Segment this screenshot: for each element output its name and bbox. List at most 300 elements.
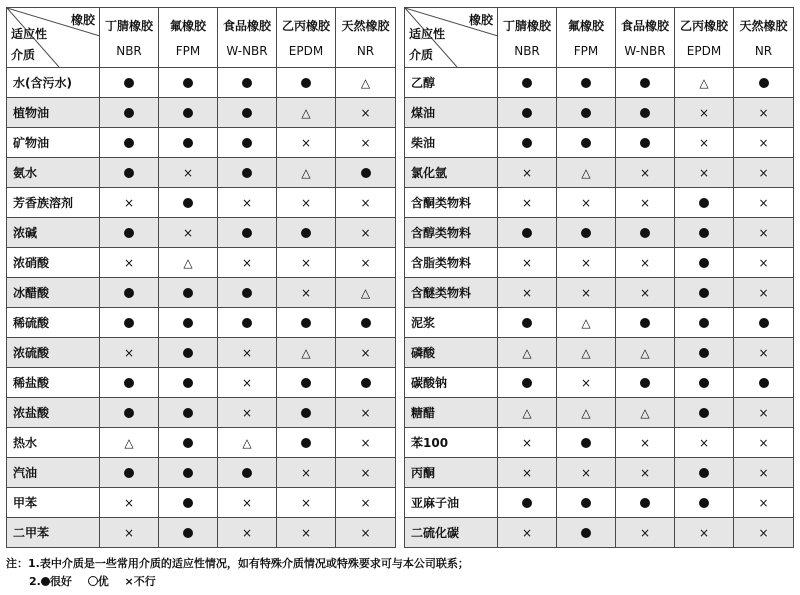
rating-cell <box>675 428 734 458</box>
cross-icon: × <box>521 255 533 270</box>
table-row <box>7 188 396 218</box>
filled-circle-icon <box>581 138 591 148</box>
filled-circle-icon <box>699 468 709 478</box>
rating-cell <box>277 308 336 338</box>
triangle-icon: △ <box>581 405 591 420</box>
rating-cell <box>616 98 675 128</box>
rating-cell <box>159 338 218 368</box>
rating-cell <box>100 218 159 248</box>
table-row <box>7 158 396 188</box>
column-header-en: W-NBR <box>226 43 268 58</box>
column-header-zh: 天然橡胶 <box>739 18 788 33</box>
column-header-epdm <box>277 8 336 68</box>
triangle-icon: △ <box>242 435 252 450</box>
filled-circle-icon <box>361 168 371 178</box>
rating-cell <box>557 518 616 548</box>
table-row <box>7 98 396 128</box>
rating-cell <box>336 518 396 548</box>
table-row <box>405 458 794 488</box>
filled-circle-icon <box>640 78 650 88</box>
medium-name-cell: 冰醋酸 <box>7 278 100 308</box>
triangle-icon: △ <box>522 345 532 360</box>
filled-circle-icon <box>522 498 532 508</box>
filled-circle-icon <box>581 78 591 88</box>
rating-cell <box>277 68 336 98</box>
compatibility-table-left <box>6 7 396 548</box>
medium-name-cell: 含脂类物料 <box>405 248 498 278</box>
table-row <box>405 398 794 428</box>
column-header-zh: 丁腈橡胶 <box>104 18 153 33</box>
column-header-nr <box>734 8 794 68</box>
rating-cell <box>498 188 557 218</box>
filled-circle-icon <box>242 168 252 178</box>
column-header-en: NBR <box>514 43 540 58</box>
rating-cell <box>498 518 557 548</box>
filled-circle-icon <box>301 78 311 88</box>
filled-circle-icon <box>183 108 193 118</box>
cross-icon: × <box>360 405 371 420</box>
cross-icon: × <box>300 195 312 210</box>
corner-label-suitability: 适应性 <box>11 27 48 41</box>
rating-cell <box>557 98 616 128</box>
rating-cell <box>218 518 277 548</box>
rating-cell <box>218 398 277 428</box>
filled-circle-icon <box>640 318 650 328</box>
column-header-nr <box>336 8 396 68</box>
column-header-nbr <box>100 8 159 68</box>
rating-cell <box>277 218 336 248</box>
filled-circle-icon <box>242 318 252 328</box>
filled-circle-icon <box>124 138 134 148</box>
header-corner-cell <box>405 8 498 68</box>
rating-cell <box>100 98 159 128</box>
rating-cell <box>498 308 557 338</box>
rating-cell <box>336 428 396 458</box>
medium-name-cell: 煤油 <box>405 98 498 128</box>
table-row <box>7 128 396 158</box>
filled-circle-icon <box>183 528 193 538</box>
corner-label-medium: 介质 <box>11 48 36 62</box>
cross-icon: × <box>521 195 533 210</box>
rating-cell <box>277 458 336 488</box>
triangle-icon: △ <box>699 75 709 90</box>
rating-cell <box>336 488 396 518</box>
triangle-icon: △ <box>581 165 591 180</box>
rating-cell <box>100 68 159 98</box>
rating-cell <box>498 398 557 428</box>
column-header-zh: 食品橡胶 <box>620 18 669 33</box>
cross-icon: × <box>360 495 371 510</box>
table-row <box>7 338 396 368</box>
cross-icon: × <box>698 435 710 450</box>
rating-cell <box>616 488 675 518</box>
rating-cell <box>557 158 616 188</box>
rating-cell <box>498 218 557 248</box>
triangle-icon: △ <box>301 105 311 120</box>
filled-circle-icon <box>124 108 134 118</box>
filled-circle-icon <box>183 318 193 328</box>
column-header-en: NR <box>356 43 375 58</box>
rating-cell <box>616 308 675 338</box>
rating-cell <box>100 398 159 428</box>
medium-name-cell: 稀盐酸 <box>7 368 100 398</box>
rating-cell <box>734 158 794 188</box>
filled-circle-icon <box>242 228 252 238</box>
filled-circle-icon <box>581 498 591 508</box>
cross-icon: × <box>182 225 194 240</box>
cross-icon: × <box>241 255 253 270</box>
filled-circle-icon <box>124 408 134 418</box>
rating-cell <box>675 368 734 398</box>
rating-cell <box>100 518 159 548</box>
table-row <box>405 338 794 368</box>
cross-icon: × <box>639 195 651 210</box>
filled-circle-icon <box>522 108 532 118</box>
filled-circle-icon <box>124 78 134 88</box>
filled-circle-icon <box>183 378 193 388</box>
filled-circle-icon <box>699 408 709 418</box>
rating-cell <box>277 98 336 128</box>
medium-name-cell: 碳酸钠 <box>405 368 498 398</box>
column-header-zh: 氟橡胶 <box>567 18 604 33</box>
rating-cell <box>675 128 734 158</box>
cross-icon: × <box>360 225 371 240</box>
filled-circle-icon <box>301 318 311 328</box>
filled-circle-icon <box>183 288 193 298</box>
corner-label-medium: 介质 <box>409 48 434 62</box>
filled-circle-icon <box>242 108 252 118</box>
medium-name-cell: 乙醇 <box>405 68 498 98</box>
cross-icon: × <box>360 435 371 450</box>
column-header-en: NR <box>754 43 773 58</box>
medium-name-cell: 含醚类物料 <box>405 278 498 308</box>
cross-icon: × <box>758 345 769 360</box>
filled-circle-icon <box>301 228 311 238</box>
cross-icon: × <box>241 375 253 390</box>
cross-icon: × <box>241 495 253 510</box>
column-header-w-nbr <box>218 8 277 68</box>
medium-name-cell: 氨水 <box>7 158 100 188</box>
table-row <box>405 428 794 458</box>
table-header-row <box>405 8 794 68</box>
rating-cell <box>100 458 159 488</box>
rating-cell <box>218 308 277 338</box>
triangle-icon: △ <box>581 315 591 330</box>
table-body-right <box>405 68 794 548</box>
table-row <box>7 488 396 518</box>
cross-icon: × <box>758 225 769 240</box>
triangle-icon: △ <box>360 75 371 90</box>
rating-cell <box>616 68 675 98</box>
legend-bad-label: 不行 <box>133 575 156 588</box>
column-header-w-nbr <box>616 8 675 68</box>
filled-circle-icon <box>522 78 532 88</box>
rating-cell <box>277 368 336 398</box>
medium-name-cell: 磷酸 <box>405 338 498 368</box>
column-header-fpm <box>557 8 616 68</box>
rating-cell <box>100 128 159 158</box>
rating-cell <box>336 128 396 158</box>
table-row <box>7 368 396 398</box>
rating-cell <box>100 368 159 398</box>
rating-cell <box>675 278 734 308</box>
compatibility-table-right <box>404 7 794 548</box>
open-circle-icon <box>88 576 98 586</box>
rating-cell <box>734 428 794 458</box>
rating-cell <box>616 458 675 488</box>
filled-circle-icon <box>301 408 311 418</box>
rating-cell <box>734 218 794 248</box>
filled-circle-icon <box>759 318 769 328</box>
cross-icon: × <box>758 135 769 150</box>
rating-cell <box>218 488 277 518</box>
rating-cell <box>336 458 396 488</box>
rating-cell <box>557 488 616 518</box>
rating-cell <box>675 338 734 368</box>
cross-icon: × <box>580 195 592 210</box>
filled-circle-icon <box>699 288 709 298</box>
rating-cell <box>734 398 794 428</box>
filled-circle-icon <box>183 408 193 418</box>
column-header-zh: 乙丙橡胶 <box>281 18 330 33</box>
rating-cell <box>336 98 396 128</box>
filled-circle-icon <box>183 78 193 88</box>
cross-icon: × <box>580 465 592 480</box>
rating-cell <box>616 518 675 548</box>
column-header-zh: 天然橡胶 <box>341 18 390 33</box>
cross-icon: × <box>758 465 769 480</box>
rating-cell <box>218 278 277 308</box>
footnote-number: 2. <box>29 575 41 588</box>
rating-cell <box>734 488 794 518</box>
rating-cell <box>498 278 557 308</box>
column-header-epdm <box>675 8 734 68</box>
filled-circle-icon <box>124 228 134 238</box>
rating-cell <box>218 218 277 248</box>
cross-icon: × <box>241 405 253 420</box>
cross-icon: × <box>698 525 710 540</box>
filled-circle-icon <box>522 228 532 238</box>
rating-cell <box>557 338 616 368</box>
medium-name-cell: 二硫化碳 <box>405 518 498 548</box>
rating-cell <box>734 518 794 548</box>
triangle-icon: △ <box>522 405 532 420</box>
column-header-nbr <box>498 8 557 68</box>
rating-cell <box>675 158 734 188</box>
cross-icon: × <box>123 345 135 360</box>
rating-cell <box>218 338 277 368</box>
cross-icon: × <box>521 525 533 540</box>
rating-cell <box>557 428 616 458</box>
table-row <box>7 218 396 248</box>
cross-icon: × <box>360 345 371 360</box>
rating-cell <box>675 308 734 338</box>
rating-cell <box>734 128 794 158</box>
rating-cell <box>557 308 616 338</box>
table-row <box>7 428 396 458</box>
rating-cell <box>159 68 218 98</box>
filled-circle-icon <box>581 108 591 118</box>
medium-name-cell: 浓硫酸 <box>7 338 100 368</box>
legend-good-label: 很好 <box>49 575 72 588</box>
table-row <box>7 308 396 338</box>
table-row <box>405 518 794 548</box>
rating-cell <box>675 458 734 488</box>
rating-cell <box>277 158 336 188</box>
cross-icon: × <box>639 435 651 450</box>
cross-icon: × <box>639 525 651 540</box>
rating-cell <box>616 278 675 308</box>
column-header-fpm <box>159 8 218 68</box>
rating-cell <box>277 248 336 278</box>
rating-cell <box>734 458 794 488</box>
rating-cell <box>336 218 396 248</box>
medium-name-cell: 糖醋 <box>405 398 498 428</box>
filled-circle-icon <box>699 378 709 388</box>
filled-circle-icon <box>699 228 709 238</box>
filled-circle-icon <box>242 78 252 88</box>
filled-circle-icon <box>640 498 650 508</box>
triangle-icon: △ <box>301 165 311 180</box>
table-row <box>405 68 794 98</box>
rating-cell <box>616 128 675 158</box>
medium-name-cell: 二甲苯 <box>7 518 100 548</box>
rating-cell <box>159 458 218 488</box>
cross-icon: × <box>521 165 533 180</box>
cross-icon: × <box>639 255 651 270</box>
rating-cell <box>277 488 336 518</box>
table-row <box>405 488 794 518</box>
rating-cell <box>336 308 396 338</box>
table-row <box>405 128 794 158</box>
filled-circle-icon <box>124 318 134 328</box>
footnotes <box>6 555 469 591</box>
rating-cell <box>159 248 218 278</box>
triangle-icon: △ <box>124 435 134 450</box>
filled-circle-icon <box>183 468 193 478</box>
medium-name-cell: 汽油 <box>7 458 100 488</box>
medium-name-cell: 浓碱 <box>7 218 100 248</box>
rating-cell <box>159 488 218 518</box>
filled-circle-icon <box>640 138 650 148</box>
cross-icon: × <box>123 255 135 270</box>
filled-circle-icon <box>699 198 709 208</box>
cross-icon: × <box>360 255 371 270</box>
medium-name-cell: 植物油 <box>7 98 100 128</box>
column-header-en: FPM <box>175 43 201 58</box>
rating-cell <box>675 98 734 128</box>
rating-cell <box>159 128 218 158</box>
cross-icon: × <box>639 465 651 480</box>
rating-cell <box>557 458 616 488</box>
filled-circle-icon <box>361 318 371 328</box>
corner-label-suitability: 适应性 <box>409 27 446 41</box>
cross-icon: × <box>758 525 769 540</box>
filled-circle-icon <box>581 528 591 538</box>
rating-cell <box>277 398 336 428</box>
table-row <box>405 248 794 278</box>
corner-label-rubber: 橡胶 <box>70 13 95 27</box>
cross-icon: × <box>300 135 312 150</box>
cross-icon: × <box>758 195 769 210</box>
filled-circle-icon <box>124 288 134 298</box>
rating-cell <box>336 278 396 308</box>
filled-circle-icon <box>301 438 311 448</box>
table-row <box>405 218 794 248</box>
cross-icon: × <box>698 165 710 180</box>
filled-circle-icon <box>581 228 591 238</box>
cross-icon: × <box>698 105 710 120</box>
column-header-en: EPDM <box>288 43 324 58</box>
rating-cell <box>498 428 557 458</box>
cross-icon: × <box>580 255 592 270</box>
cross-icon: × <box>580 285 592 300</box>
cross-icon: × <box>758 495 769 510</box>
medium-name-cell: 丙酮 <box>405 458 498 488</box>
rating-cell <box>675 488 734 518</box>
rating-cell <box>336 188 396 218</box>
cross-icon: × <box>360 525 371 540</box>
cross-icon: × <box>360 465 371 480</box>
medium-name-cell: 亚麻子油 <box>405 488 498 518</box>
medium-name-cell: 芳香族溶剂 <box>7 188 100 218</box>
filled-circle-icon <box>522 138 532 148</box>
rating-cell <box>277 428 336 458</box>
column-header-en: EPDM <box>686 43 722 58</box>
footnote-line-2 <box>6 573 469 591</box>
column-header-zh: 食品橡胶 <box>222 18 271 33</box>
rating-cell <box>277 338 336 368</box>
cross-icon: × <box>300 255 312 270</box>
rating-cell <box>616 428 675 458</box>
table-row <box>7 458 396 488</box>
rating-cell <box>218 158 277 188</box>
cross-icon: × <box>123 525 135 540</box>
medium-name-cell: 矿物油 <box>7 128 100 158</box>
rating-cell <box>557 68 616 98</box>
rating-cell <box>734 68 794 98</box>
cross-icon: × <box>360 105 371 120</box>
table-row <box>7 278 396 308</box>
cross-icon: × <box>360 135 371 150</box>
medium-name-cell: 含醇类物料 <box>405 218 498 248</box>
medium-name-cell: 含酮类物料 <box>405 188 498 218</box>
rating-cell <box>734 248 794 278</box>
rating-cell <box>218 248 277 278</box>
column-header-en: NBR <box>116 43 142 58</box>
medium-name-cell: 苯100 <box>405 428 498 458</box>
cross-icon: × <box>758 405 769 420</box>
rating-cell <box>616 158 675 188</box>
rating-cell <box>734 188 794 218</box>
rating-cell <box>336 398 396 428</box>
column-header-en: W-NBR <box>624 43 666 58</box>
rating-cell <box>616 398 675 428</box>
rating-cell <box>675 188 734 218</box>
rating-cell <box>498 68 557 98</box>
rating-cell <box>159 188 218 218</box>
medium-name-cell: 氯化氩 <box>405 158 498 188</box>
table-row <box>7 68 396 98</box>
cross-icon: × <box>758 105 769 120</box>
filled-circle-icon <box>183 198 193 208</box>
rating-cell <box>218 188 277 218</box>
rating-cell <box>498 368 557 398</box>
medium-name-cell: 甲苯 <box>7 488 100 518</box>
cross-icon: × <box>758 435 769 450</box>
filled-circle-icon <box>183 498 193 508</box>
medium-name-cell: 稀硫酸 <box>7 308 100 338</box>
